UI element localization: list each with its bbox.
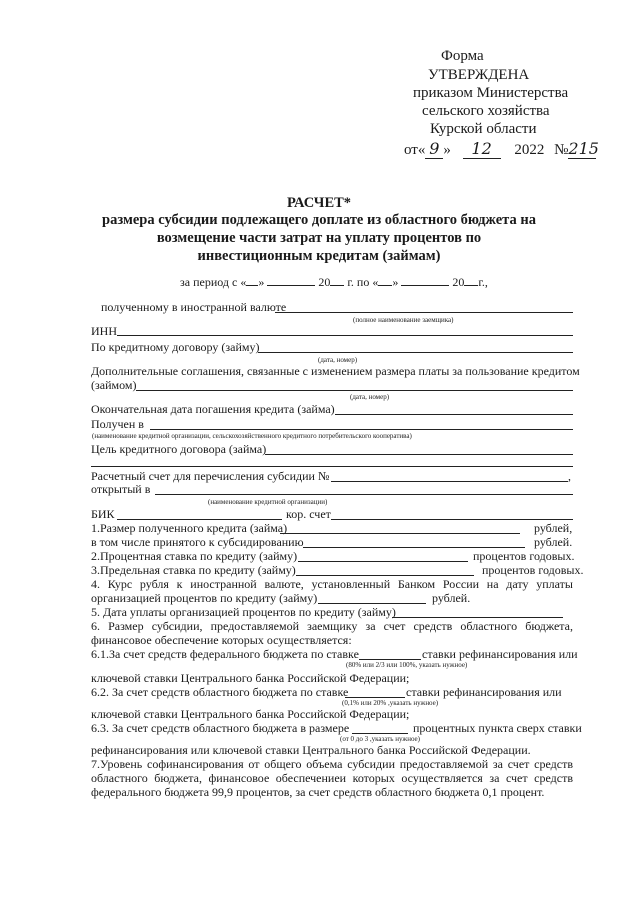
- order-label: приказом Министерства: [413, 85, 569, 101]
- period-to-day[interactable]: [378, 274, 392, 286]
- doc-subtitle-2: возмещение части затрат на уплату процентов по: [156, 230, 482, 246]
- doc-title: РАСЧЕТ*: [286, 195, 352, 211]
- item-1-amount-line[interactable]: [280, 533, 520, 534]
- ministry-label: сельского хозяйства: [422, 103, 550, 119]
- opened-in-line[interactable]: [155, 494, 573, 495]
- period-end: г.,: [478, 275, 488, 289]
- order-year: 2022: [514, 142, 545, 158]
- order-month: 12: [463, 139, 501, 159]
- loan-purpose-line[interactable]: [265, 454, 573, 455]
- hint-borrower-name: (полное наименование заемщика): [353, 316, 454, 324]
- item-1-subsidized-label: в том числе принятого к субсидированию: [91, 535, 304, 549]
- item-6-2-label: 6.2. За счет средств областного бюджета по ставке: [91, 685, 349, 699]
- item-6-2-label-2: ключевой ставки Центрального банка Российской Федерации;: [91, 707, 410, 721]
- order-number: 215: [568, 139, 599, 158]
- received-in-line[interactable]: [150, 429, 573, 430]
- bik-label: БИК: [91, 507, 115, 521]
- item-6-1-label: 6.1.За счет средств федерального бюджета по ставке: [91, 647, 359, 661]
- hint-credit-organization: (наименование кредитной организации, сельскохозяйственного кредитного потребительского кооператива): [92, 432, 412, 440]
- doc-subtitle-3: инвестиционным кредитам (займам): [197, 248, 441, 264]
- item-1-unit: рублей,: [534, 521, 573, 535]
- hint-agreement-date-number: (дата, номер): [350, 393, 390, 401]
- item-4-label: 4. Курс рубля к иностранной валюте, установленный Банком России на дату уплаты: [91, 577, 573, 591]
- item-3-rate-line[interactable]: [296, 575, 474, 576]
- item-7-label-2: областного бюджета, финансовое обеспечениеи которых осуществляется за счет средств: [91, 771, 573, 785]
- hint-bank-name: (наименование кредитной организации): [208, 498, 328, 506]
- period-to-year[interactable]: [464, 274, 478, 286]
- approved-label: УТВЕРЖДЕНА: [428, 67, 530, 83]
- item-1-label: 1.Размер полученного кредита (займа): [91, 521, 288, 535]
- item-6-1-suffix: ставки рефинансирования или: [422, 647, 578, 661]
- item-6-1-label-2: ключевой ставки Центрального банка Российской Федерации;: [91, 671, 410, 685]
- period-from-month[interactable]: [267, 274, 315, 286]
- hint-6-3: (от 0 до 3 ,указать нужное): [340, 735, 420, 743]
- account-label: Расчетный счет для перечисления субсидии №: [91, 469, 330, 483]
- item-3-label: 3.Предельная ставка по кредиту (займу): [91, 563, 296, 577]
- inn-line[interactable]: [117, 335, 573, 336]
- item-1-subsidized-unit: рублей.: [534, 535, 573, 549]
- item-6-3-label-2: рефинансирования или ключевой ставки Центрального банка Российской Федерации.: [91, 743, 531, 757]
- item-6-1-rate-line[interactable]: [359, 659, 421, 660]
- loan-contract-line[interactable]: [258, 352, 573, 353]
- maturity-date-label: Окончательная дата погашения кредита (займа): [91, 402, 335, 416]
- item-5-date-line[interactable]: [392, 617, 563, 618]
- additional-agreements-line[interactable]: [136, 390, 573, 391]
- account-number-line[interactable]: [331, 481, 568, 482]
- item-4-unit: рублей.: [432, 591, 471, 605]
- order-date-line: [404, 139, 599, 160]
- loan-contract-label: По кредитному договору (займу): [91, 340, 260, 354]
- form-label: Форма: [441, 48, 484, 64]
- item-2-label: 2.Процентная ставка по кредиту (займу): [91, 549, 298, 563]
- loan-purpose-line-2[interactable]: [91, 466, 573, 467]
- item-4-label-2: организацией процентов по кредиту (займу): [91, 591, 318, 605]
- period-quote-2: »: [392, 275, 399, 289]
- item-1-subsidized-line[interactable]: [303, 547, 525, 548]
- loan-purpose-label: Цель кредитного договора (займа): [91, 442, 267, 456]
- additional-agreements-label: Дополнительные соглашения, связанные с изменением размера платы за пользование кредитом: [91, 364, 580, 378]
- period-from-label: за период с «: [180, 275, 247, 289]
- item-6-3-suffix: процентных пункта сверх ставки: [413, 721, 582, 735]
- foreign-currency-label: полученному в иностранной валюте: [101, 300, 287, 314]
- hint-contract-date-number: (дата, номер): [318, 356, 358, 364]
- item-4-rate-line[interactable]: [318, 603, 426, 604]
- account-comma: ,: [568, 469, 571, 483]
- additional-agreements-label-2: (займом): [91, 378, 137, 392]
- period-year-prefix-2: 20: [452, 275, 465, 289]
- opened-in-label: открытый в: [91, 482, 151, 496]
- order-number-label: №: [554, 142, 569, 158]
- hint-6-1: (80% или 2/3 или 100%, указать нужное): [346, 661, 468, 669]
- order-day: 9: [425, 139, 443, 159]
- bik-line[interactable]: [117, 519, 282, 520]
- region-label: Курской области: [430, 121, 537, 137]
- inn-label: ИНН: [91, 324, 117, 338]
- corr-account-label: кор. счет: [286, 507, 331, 521]
- item-7-label: 7.Уровень софинансирования от общего объема субсидии предоставляемой за счет средств: [91, 757, 573, 771]
- item-2-unit: процентов годовых.: [473, 549, 575, 563]
- date-mid: »: [443, 142, 451, 158]
- corr-account-line[interactable]: [331, 519, 573, 520]
- item-6-label-2: финансовое обеспечение которых осуществляется:: [91, 633, 352, 647]
- period-from-day[interactable]: [246, 274, 258, 286]
- date-from-label: от«: [404, 142, 426, 158]
- item-5-label: 5. Дата уплаты организацией процентов по кредиту (займу): [91, 605, 396, 619]
- maturity-date-line[interactable]: [335, 414, 573, 415]
- item-6-3-label: 6.3. За счет средств областного бюджета в размере: [91, 721, 350, 735]
- doc-subtitle-1: размера субсидии подлежащего доплате из областного бюджета на: [102, 212, 536, 228]
- item-3-unit: процентов годовых.: [482, 563, 584, 577]
- period-to-month[interactable]: [401, 274, 449, 286]
- period-from-year[interactable]: [330, 274, 344, 286]
- period-line: [180, 274, 488, 289]
- item-6-2-rate-line[interactable]: [345, 697, 405, 698]
- item-7-label-3: федерального бюджета 99,9 процентов, за счет средств областного бюджета 0,1 процент.: [91, 785, 545, 799]
- hint-6-2: (0,1% или 20% ,указать нужное): [342, 699, 439, 707]
- period-quote-1: »: [258, 275, 265, 289]
- item-6-label: 6. Размер субсидии, предоставляемой заемщику за счет средств областного бюджета,: [91, 619, 573, 633]
- period-to-label: г. по «: [347, 275, 379, 289]
- item-2-rate-line[interactable]: [298, 561, 468, 562]
- period-year-prefix-1: 20: [318, 275, 331, 289]
- item-6-3-points-line[interactable]: [352, 733, 408, 734]
- item-6-2-suffix: ставки рефинансирования или: [406, 685, 562, 699]
- received-in-label: Получен в: [91, 417, 144, 431]
- borrower-name-line[interactable]: [275, 312, 573, 313]
